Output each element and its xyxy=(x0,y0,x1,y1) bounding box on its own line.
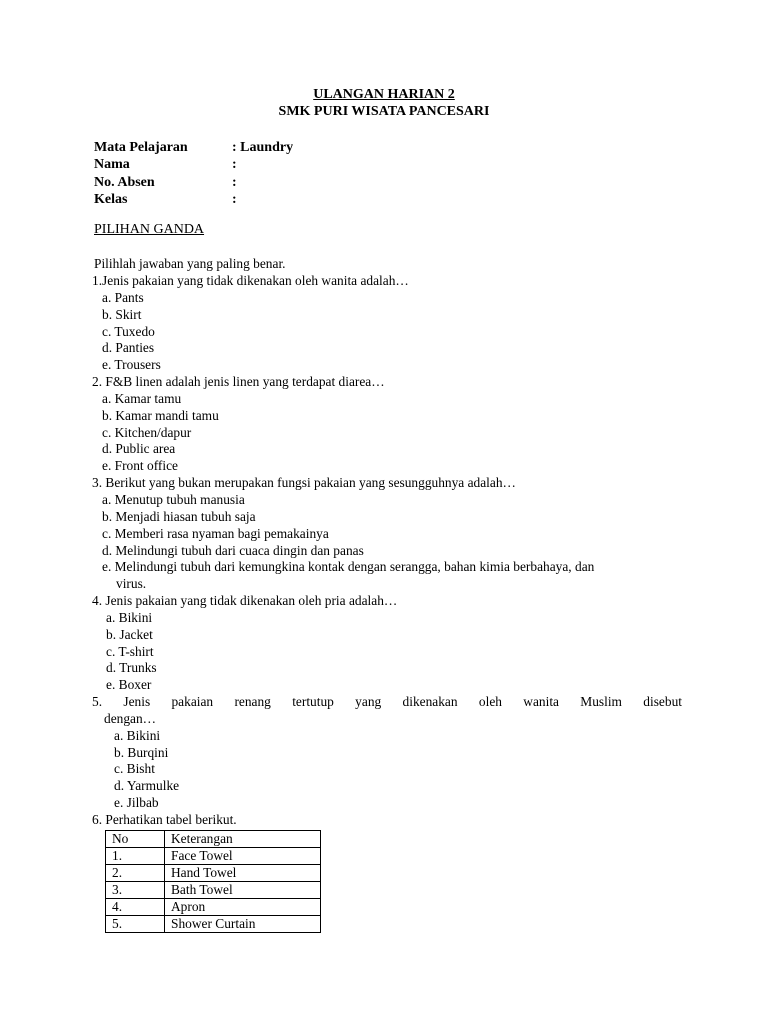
info-label: Nama xyxy=(94,157,130,173)
answer-option: a. Bikini xyxy=(114,727,161,743)
table-cell: 3. xyxy=(106,881,165,898)
instruction-text: Pilihlah jawaban yang paling benar. xyxy=(94,256,286,271)
table-cell: 4. xyxy=(106,898,165,915)
table-cell: 1. xyxy=(106,847,165,864)
answer-option: e. Boxer xyxy=(106,677,152,693)
answer-option: c. T-shirt xyxy=(106,643,154,659)
answer-option: e. Front office xyxy=(102,458,178,474)
answer-option: a. Pants xyxy=(102,289,144,305)
info-value: : xyxy=(232,174,237,190)
info-label: No. Absen xyxy=(94,174,155,190)
question-text: 5. Jenis pakaian renang tertutup yang dikenakan oleh wanita Muslim disebut xyxy=(92,694,682,710)
table-header-row xyxy=(106,830,321,847)
table-cell: Face Towel xyxy=(165,847,321,864)
answer-option: e. Trousers xyxy=(102,357,161,373)
table-cell: Apron xyxy=(165,898,321,915)
answer-option: d. Public area xyxy=(102,441,176,457)
answer-option: a. Bikini xyxy=(106,609,153,625)
answer-option: c. Memberi rasa nyaman bagi pemakainya xyxy=(102,525,329,541)
table-row xyxy=(106,915,321,932)
table-row xyxy=(106,898,321,915)
question-text: 3. Berikut yang bukan merupakan fungsi pakaian yang sesungguhnya adalah… xyxy=(92,475,516,491)
info-label: Kelas xyxy=(94,192,128,208)
answer-option-continuation: virus. xyxy=(116,576,147,592)
answer-option: e. Melindungi tubuh dari kemungkina kontak dengan serangga, bahan kimia berbahaya, dan xyxy=(102,559,595,575)
table-cell: 5. xyxy=(106,915,165,932)
info-row-class xyxy=(94,191,293,208)
question-text: 4. Jenis pakaian yang tidak dikenakan oleh pria adalah… xyxy=(92,593,398,609)
linen-table xyxy=(105,830,321,933)
table-cell: 2. xyxy=(106,864,165,881)
info-row-subject xyxy=(94,139,293,156)
question-text: 2. F&B linen adalah jenis linen yang terdapat diarea… xyxy=(92,374,385,390)
table-row xyxy=(106,847,321,864)
answer-option: b. Jacket xyxy=(106,626,153,642)
section-title: PILIHAN GANDA xyxy=(94,222,205,237)
info-label: Mata Pelajaran xyxy=(94,140,188,155)
question-text: 6. Perhatikan tabel berikut. xyxy=(92,812,237,827)
info-row-absen xyxy=(94,174,293,191)
answer-option: b. Burqini xyxy=(114,744,169,760)
question-text: 1.Jenis pakaian yang tidak dikenakan oleh wanita adalah… xyxy=(92,273,409,288)
answer-option: b. Menjadi hiasan tubuh saja xyxy=(102,508,256,524)
info-row-name xyxy=(94,156,293,173)
table-cell: Shower Curtain xyxy=(165,915,321,932)
answer-option: d. Panties xyxy=(102,340,155,356)
info-value: : xyxy=(232,157,237,173)
table-cell: Bath Towel xyxy=(165,881,321,898)
table-row xyxy=(106,881,321,898)
answer-option: b. Skirt xyxy=(102,306,142,322)
answer-option: d. Melindungi tubuh dari cuaca dingin dan panas xyxy=(102,542,364,558)
answer-option: d. Yarmulke xyxy=(114,778,180,794)
answer-option: c. Tuxedo xyxy=(102,323,155,339)
info-value: : xyxy=(232,192,237,208)
question-list xyxy=(92,273,682,933)
answer-option: a. Kamar tamu xyxy=(102,390,182,406)
answer-option: d. Trunks xyxy=(106,660,157,676)
table-row xyxy=(106,864,321,881)
student-info xyxy=(94,139,293,209)
info-value: : Laundry xyxy=(232,140,294,155)
school-name: SMK PURI WISATA PANCESARI xyxy=(278,104,490,119)
answer-option: e. Jilbab xyxy=(114,795,159,811)
table-header-cell: No xyxy=(106,830,165,847)
answer-option: c. Bisht xyxy=(114,761,155,777)
table-cell: Hand Towel xyxy=(165,864,321,881)
answer-option: c. Kitchen/dapur xyxy=(102,424,192,440)
exam-title: ULANGAN HARIAN 2 xyxy=(313,87,455,102)
answer-option: a. Menutup tubuh manusia xyxy=(102,491,245,507)
question-text-continuation: dengan… xyxy=(104,710,157,726)
answer-option: b. Kamar mandi tamu xyxy=(102,407,219,423)
table-header-cell: Keterangan xyxy=(165,830,321,847)
